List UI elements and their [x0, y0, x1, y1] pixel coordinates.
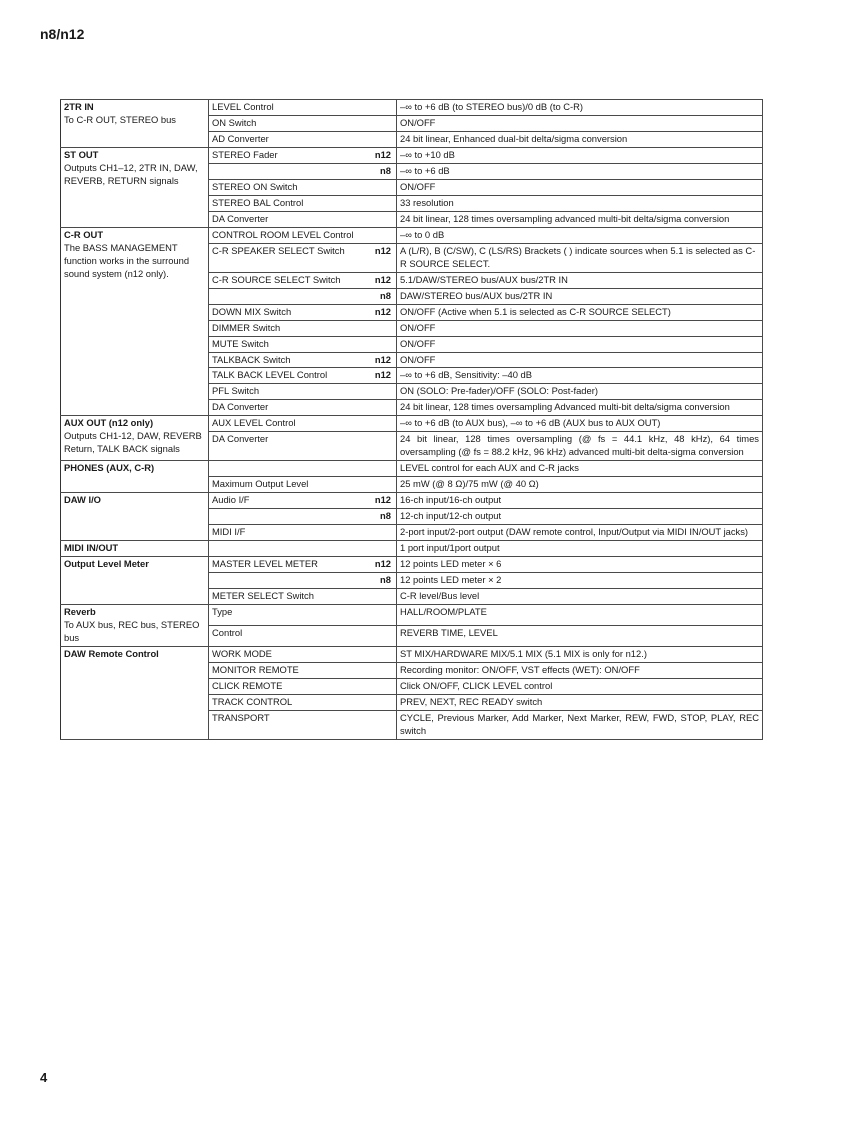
item-cell: STEREO Fader — [209, 147, 367, 163]
value-cell: A (L/R), B (C/SW), C (LS/RS) Brackets ( ) indicate sources when 5.1 is selected as C-R SOURCE SELECT. — [397, 243, 763, 272]
spec-row — [61, 461, 763, 477]
item-cell — [209, 541, 367, 557]
item-cell: MASTER LEVEL METER — [209, 557, 367, 573]
section-cell — [61, 147, 209, 227]
item-cell: STEREO ON Switch — [209, 179, 367, 195]
model-cell: n12 — [367, 557, 397, 573]
spec-row — [61, 416, 763, 432]
model-cell — [367, 605, 397, 626]
item-cell — [209, 509, 367, 525]
section-cell — [61, 557, 209, 605]
item-cell: METER SELECT Switch — [209, 589, 367, 605]
item-cell: TRANSPORT — [209, 710, 367, 739]
model-cell: n12 — [367, 272, 397, 288]
section-cell — [61, 605, 209, 647]
spec-row — [61, 557, 763, 573]
item-cell: LEVEL Control — [209, 100, 367, 116]
section-cell — [61, 493, 209, 541]
section-title: 2TR IN — [64, 101, 94, 112]
model-cell — [367, 477, 397, 493]
section-title: AUX OUT (n12 only) — [64, 417, 154, 429]
value-cell: 12 points LED meter × 2 — [397, 573, 763, 589]
item-cell: TALK BACK LEVEL Control — [209, 368, 367, 384]
value-cell: 5.1/DAW/STEREO bus/AUX bus/2TR IN — [397, 272, 763, 288]
model-cell — [367, 227, 397, 243]
value-cell: 24 bit linear, 128 times oversampling Advanced multi-bit delta/sigma conversion — [397, 400, 763, 416]
value-cell: C-R level/Bus level — [397, 589, 763, 605]
spec-row — [61, 147, 763, 163]
section-cell — [61, 416, 209, 461]
section-description: The BASS MANAGEMENT function works in the surround sound system (n12 only). — [64, 241, 190, 279]
value-cell: 24 bit linear, Enhanced dual-bit delta/sigma conversion — [397, 131, 763, 147]
model-cell — [367, 646, 397, 662]
model-cell — [367, 100, 397, 116]
model-cell — [367, 400, 397, 416]
value-cell: ON/OFF (Active when 5.1 is selected as C-R SOURCE SELECT) — [397, 304, 763, 320]
model-cell: n8 — [367, 288, 397, 304]
value-cell: ON/OFF — [397, 115, 763, 131]
value-cell: ON/OFF — [397, 179, 763, 195]
section-description: Outputs CH1-12, DAW, REVERB Return, TALK BACK signals — [64, 430, 202, 455]
section-title: DAW I/O — [64, 494, 101, 506]
item-cell — [209, 573, 367, 589]
model-cell — [367, 211, 397, 227]
model-cell — [367, 678, 397, 694]
model-cell: n12 — [367, 493, 397, 509]
value-cell: ON/OFF — [397, 336, 763, 352]
section-title: Output Level Meter — [64, 558, 149, 570]
value-cell: REVERB TIME, LEVEL — [397, 625, 763, 646]
model-cell — [367, 662, 397, 678]
model-cell — [367, 589, 397, 605]
section-cell — [61, 461, 209, 493]
model-cell — [367, 115, 397, 131]
section-description: To C-R OUT, STEREO bus — [64, 113, 176, 125]
value-cell: 2-port input/2-port output (DAW remote control, Input/Output via MIDI IN/OUT jacks) — [397, 525, 763, 541]
value-cell: 12 points LED meter × 6 — [397, 557, 763, 573]
model-cell — [367, 461, 397, 477]
item-cell: PFL Switch — [209, 384, 367, 400]
value-cell: ON/OFF — [397, 320, 763, 336]
value-cell: –∞ to +6 dB (to AUX bus), –∞ to +6 dB (AUX bus to AUX OUT) — [397, 416, 763, 432]
value-cell: Click ON/OFF, CLICK LEVEL control — [397, 678, 763, 694]
section-description: Outputs CH1–12, 2TR IN, DAW, REVERB, RETURN signals — [64, 161, 198, 186]
section-cell — [61, 646, 209, 739]
value-cell: –∞ to +6 dB, Sensitivity: –40 dB — [397, 368, 763, 384]
section-description: To AUX bus, REC bus, STEREO bus — [64, 618, 200, 643]
value-cell: 24 bit linear, 128 times oversampling advanced multi-bit delta/sigma conversion — [397, 211, 763, 227]
spec-row — [61, 493, 763, 509]
item-cell: CONTROL ROOM LEVEL Control — [209, 227, 367, 243]
item-cell: C-R SOURCE SELECT Switch — [209, 272, 367, 288]
item-cell — [209, 163, 367, 179]
section-title: Reverb — [64, 606, 96, 617]
item-cell: MONITOR REMOTE — [209, 662, 367, 678]
page-number: 4 — [40, 1070, 48, 1085]
item-cell: DA Converter — [209, 432, 367, 461]
item-cell: Control — [209, 625, 367, 646]
item-cell: Type — [209, 605, 367, 626]
value-cell: ON (SOLO: Pre-fader)/OFF (SOLO: Post-fader) — [397, 384, 763, 400]
model-cell — [367, 710, 397, 739]
value-cell: 24 bit linear, 128 times oversampling (@ fs = 44.1 kHz, 48 kHz), 64 times oversampling (@ fs = 88.2 kHz, 96 kHz) advanced multi-bit delta-sigma conversion — [397, 432, 763, 461]
spec-row — [61, 227, 763, 243]
item-cell: C-R SPEAKER SELECT Switch — [209, 243, 367, 272]
section-title: MIDI IN/OUT — [64, 542, 119, 554]
item-cell — [209, 288, 367, 304]
spec-row — [61, 605, 763, 626]
item-cell: TRACK CONTROL — [209, 694, 367, 710]
section-cell — [61, 227, 209, 416]
spec-row — [61, 541, 763, 557]
model-cell — [367, 320, 397, 336]
section-title: PHONES (AUX, C-R) — [64, 462, 155, 474]
value-cell: 1 port input/1port output — [397, 541, 763, 557]
section-title: ST OUT — [64, 148, 99, 160]
value-cell: Recording monitor: ON/OFF, VST effects (WET): ON/OFF — [397, 662, 763, 678]
model-cell: n12 — [367, 243, 397, 272]
model-cell — [367, 541, 397, 557]
spec-row — [61, 100, 763, 116]
value-cell: –∞ to +6 dB — [397, 163, 763, 179]
item-cell: MIDI I/F — [209, 525, 367, 541]
value-cell: 33 resolution — [397, 195, 763, 211]
model-cell: n12 — [367, 147, 397, 163]
model-cell: n8 — [367, 509, 397, 525]
item-cell: DA Converter — [209, 400, 367, 416]
model-cell: n8 — [367, 163, 397, 179]
value-cell: LEVEL control for each AUX and C-R jacks — [397, 461, 763, 477]
model-cell — [367, 384, 397, 400]
model-cell: n12 — [367, 352, 397, 368]
section-cell — [61, 100, 209, 148]
value-cell: CYCLE, Previous Marker, Add Marker, Next Marker, REW, FWD, STOP, PLAY, REC switch — [397, 710, 763, 739]
value-cell: –∞ to +10 dB — [397, 147, 763, 163]
model-cell — [367, 525, 397, 541]
value-cell: ON/OFF — [397, 352, 763, 368]
value-cell: HALL/ROOM/PLATE — [397, 605, 763, 626]
item-cell: DIMMER Switch — [209, 320, 367, 336]
value-cell: 16-ch input/16-ch output — [397, 493, 763, 509]
model-cell: n12 — [367, 304, 397, 320]
model-cell: n8 — [367, 573, 397, 589]
section-title: C-R OUT — [64, 228, 104, 240]
value-cell: PREV, NEXT, REC READY switch — [397, 694, 763, 710]
model-cell — [367, 694, 397, 710]
item-cell: DA Converter — [209, 211, 367, 227]
value-cell: –∞ to +6 dB (to STEREO bus)/0 dB (to C-R) — [397, 100, 763, 116]
value-cell: 25 mW (@ 8 Ω)/75 mW (@ 40 Ω) — [397, 477, 763, 493]
item-cell: DOWN MIX Switch — [209, 304, 367, 320]
item-cell: MUTE Switch — [209, 336, 367, 352]
value-cell: –∞ to 0 dB — [397, 227, 763, 243]
model-cell: n12 — [367, 368, 397, 384]
model-cell — [367, 416, 397, 432]
item-cell: Audio I/F — [209, 493, 367, 509]
item-cell: Maximum Output Level — [209, 477, 367, 493]
value-cell: DAW/STEREO bus/AUX bus/2TR IN — [397, 288, 763, 304]
model-cell — [367, 195, 397, 211]
model-cell — [367, 336, 397, 352]
model-cell — [367, 432, 397, 461]
item-cell: CLICK REMOTE — [209, 678, 367, 694]
item-cell: STEREO BAL Control — [209, 195, 367, 211]
spec-table — [60, 99, 763, 740]
value-cell: ST MIX/HARDWARE MIX/5.1 MIX (5.1 MIX is only for n12.) — [397, 646, 763, 662]
value-cell: 12-ch input/12-ch output — [397, 509, 763, 525]
model-cell — [367, 179, 397, 195]
spec-row — [61, 646, 763, 662]
item-cell: ON Switch — [209, 115, 367, 131]
item-cell: WORK MODE — [209, 646, 367, 662]
section-cell — [61, 541, 209, 557]
page-header: n8/n12 — [40, 26, 85, 42]
item-cell: TALKBACK Switch — [209, 352, 367, 368]
item-cell: AD Converter — [209, 131, 367, 147]
item-cell — [209, 461, 367, 477]
model-cell — [367, 131, 397, 147]
item-cell: AUX LEVEL Control — [209, 416, 367, 432]
section-title: DAW Remote Control — [64, 647, 159, 659]
model-cell — [367, 625, 397, 646]
